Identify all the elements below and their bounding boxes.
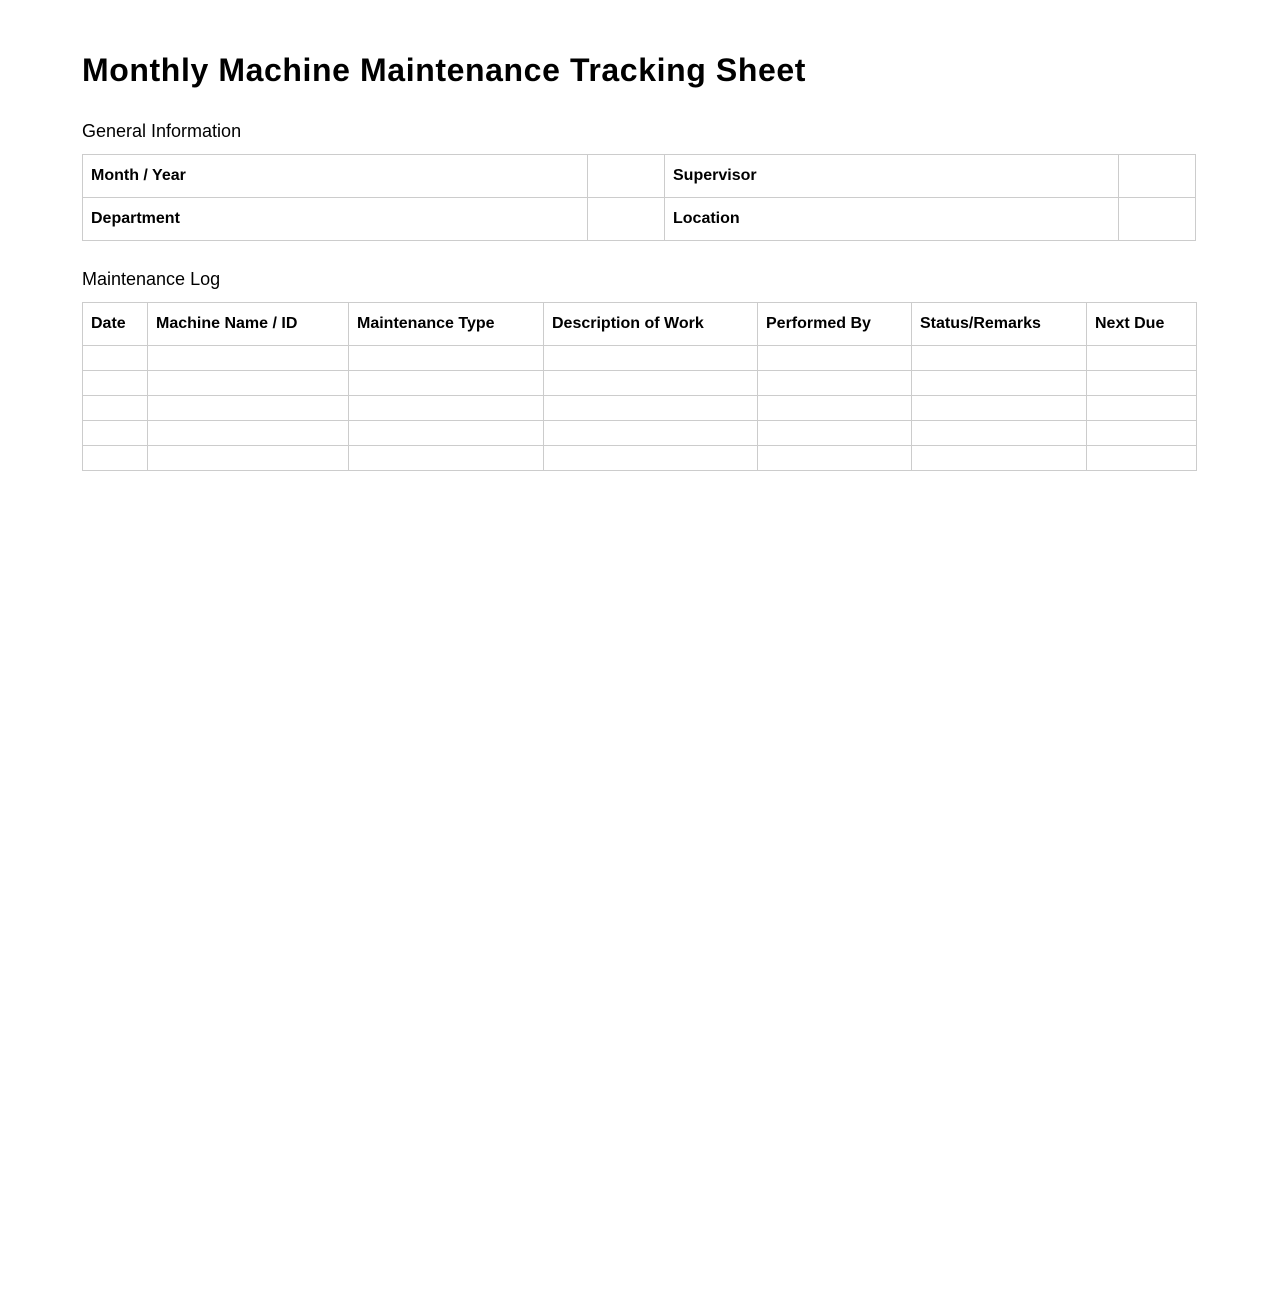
table-header-row: [83, 303, 1197, 346]
general-info-row: [83, 155, 1196, 198]
maintenance-type-cell[interactable]: [349, 346, 544, 371]
month-year-field[interactable]: [588, 155, 665, 198]
status-cell[interactable]: [912, 446, 1087, 471]
table-row: [83, 446, 1197, 471]
next-due-cell[interactable]: [1087, 446, 1197, 471]
machine-cell[interactable]: [148, 446, 349, 471]
general-information-heading: General Information: [82, 121, 242, 141]
performed-by-cell[interactable]: [758, 371, 912, 396]
machine-cell[interactable]: [148, 396, 349, 421]
performed-by-cell[interactable]: [758, 346, 912, 371]
description-cell[interactable]: [544, 396, 758, 421]
description-cell[interactable]: [544, 371, 758, 396]
location-field[interactable]: [1119, 198, 1196, 241]
next-due-cell[interactable]: [1087, 346, 1197, 371]
date-cell[interactable]: [83, 346, 148, 371]
table-row: [83, 396, 1197, 421]
supervisor-label: Supervisor: [665, 155, 1119, 198]
department-field[interactable]: [588, 198, 665, 241]
column-header-description: Description of Work: [544, 303, 758, 346]
column-header-date: Date: [83, 303, 148, 346]
column-header-status: Status/Remarks: [912, 303, 1087, 346]
machine-cell[interactable]: [148, 346, 349, 371]
maintenance-type-cell[interactable]: [349, 396, 544, 421]
status-cell[interactable]: [912, 371, 1087, 396]
maintenance-type-cell[interactable]: [349, 446, 544, 471]
maintenance-log-table: [82, 302, 1197, 471]
date-cell[interactable]: [83, 371, 148, 396]
status-cell[interactable]: [912, 346, 1087, 371]
column-header-machine: Machine Name / ID: [148, 303, 349, 346]
department-label: Department: [83, 198, 588, 241]
column-header-performed-by: Performed By: [758, 303, 912, 346]
description-cell[interactable]: [544, 346, 758, 371]
table-row: [83, 421, 1197, 446]
description-cell[interactable]: [544, 446, 758, 471]
machine-cell[interactable]: [148, 421, 349, 446]
table-row: [83, 371, 1197, 396]
date-cell[interactable]: [83, 446, 148, 471]
performed-by-cell[interactable]: [758, 421, 912, 446]
month-year-label: Month / Year: [83, 155, 588, 198]
maintenance-type-cell[interactable]: [349, 371, 544, 396]
general-info-row: [83, 198, 1196, 241]
column-header-maintenance-type: Maintenance Type: [349, 303, 544, 346]
date-cell[interactable]: [83, 421, 148, 446]
next-due-cell[interactable]: [1087, 396, 1197, 421]
next-due-cell[interactable]: [1087, 371, 1197, 396]
date-cell[interactable]: [83, 396, 148, 421]
performed-by-cell[interactable]: [758, 396, 912, 421]
general-information-table: [82, 154, 1196, 241]
table-row: [83, 346, 1197, 371]
status-cell[interactable]: [912, 421, 1087, 446]
location-label: Location: [665, 198, 1119, 241]
maintenance-type-cell[interactable]: [349, 421, 544, 446]
column-header-next-due: Next Due: [1087, 303, 1197, 346]
performed-by-cell[interactable]: [758, 446, 912, 471]
maintenance-log-heading: Maintenance Log: [82, 269, 221, 289]
supervisor-field[interactable]: [1119, 155, 1196, 198]
page-title: Monthly Machine Maintenance Tracking Sheet: [82, 52, 807, 88]
status-cell[interactable]: [912, 396, 1087, 421]
machine-cell[interactable]: [148, 371, 349, 396]
description-cell[interactable]: [544, 421, 758, 446]
next-due-cell[interactable]: [1087, 421, 1197, 446]
